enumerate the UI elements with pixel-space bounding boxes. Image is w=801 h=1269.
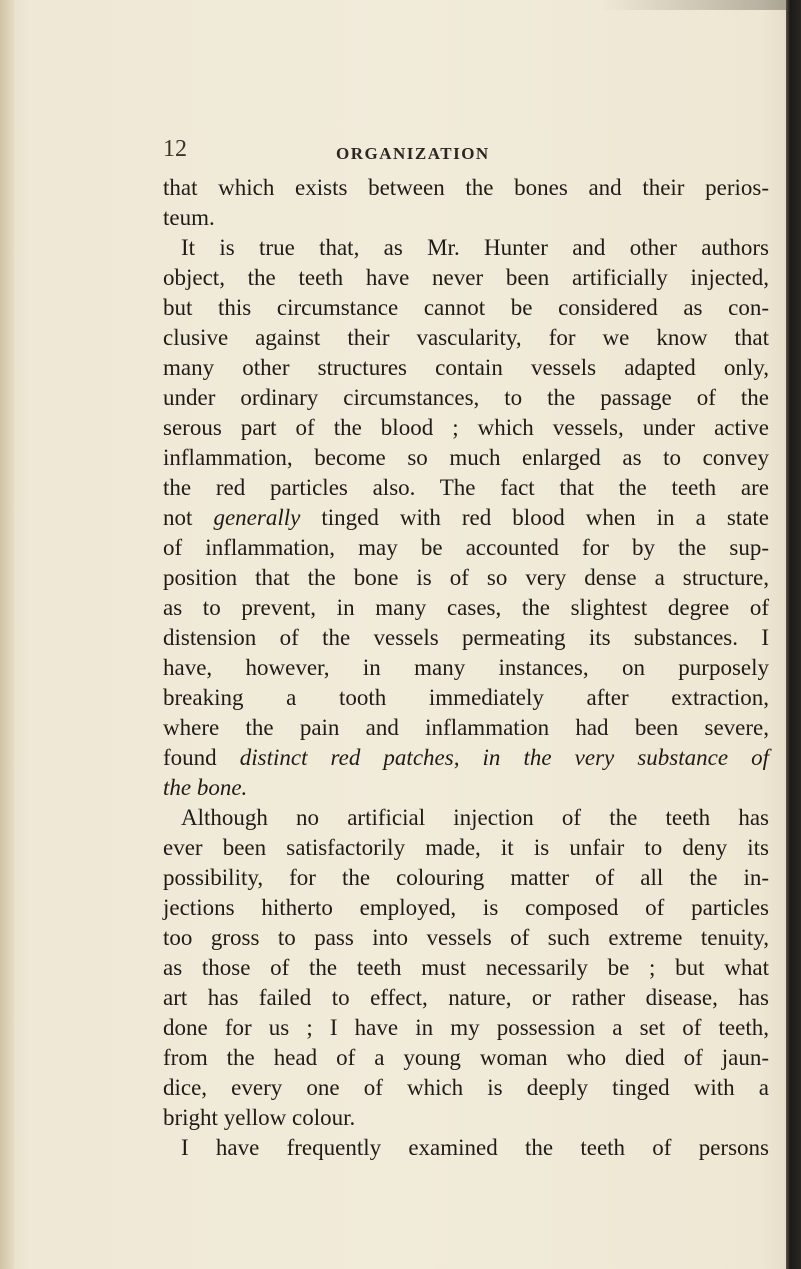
text-line: have, however, in many instances, on purposely [163, 655, 769, 680]
emphasis-text: distinct red patches, in the very substance of [239, 745, 769, 770]
emphasis-text: generally [213, 505, 301, 530]
text-line: It is true that, as Mr. Hunter and other authors [181, 235, 769, 260]
text-line: many other structures contain vessels adapted only, [163, 355, 769, 380]
page-edge-shadow [786, 0, 801, 1269]
text-line [163, 773, 769, 803]
text-line: ever been satisfactorily made, it is unfair to deny its [163, 835, 769, 860]
text-line: breaking a tooth immediately after extraction, [163, 685, 769, 710]
text-line: as to prevent, in many cases, the slightest degree of [163, 595, 769, 620]
text-span: not [163, 505, 214, 530]
text-line: as those of the teeth must necessarily be ; but what [163, 955, 769, 980]
text-line: done for us ; I have in my possession a set of teeth, [163, 1015, 769, 1040]
page-shadow [600, 0, 786, 10]
text-line: too gross to pass into vessels of such extreme tenuity, [163, 925, 769, 950]
page-number: 12 [163, 136, 187, 162]
text-line: distension of the vessels permeating its substances. I [163, 625, 769, 650]
text-line: of inflammation, may be accounted for by the sup- [163, 535, 769, 560]
text-line: bright yellow colour. [163, 1105, 356, 1130]
text-line: serous part of the blood ; which vessels, under active [163, 415, 769, 440]
text-line: from the head of a young woman who died of jaun- [163, 1045, 769, 1070]
text-span: tinged with red blood when in a state [300, 505, 770, 530]
text-line: I have frequently examined the teeth of persons [181, 1135, 769, 1160]
text-line: position that the bone is of so very dense a structure, [163, 565, 769, 590]
text-line: possibility, for the colouring matter of all the in- [163, 865, 769, 890]
text-line: teum. [163, 205, 215, 230]
text-line: clusive against their vascularity, for we know that [163, 325, 769, 350]
text-line: Although no artificial injection of the teeth has [181, 805, 769, 830]
page-gutter [0, 0, 14, 1269]
text-line: where the pain and inflammation had been severe, [163, 715, 769, 740]
text-line: jections hitherto employed, is composed of particles [163, 895, 769, 920]
text-line: dice, every one of which is deeply tinged with a [163, 1075, 769, 1100]
running-head: ORGANIZATION [336, 144, 490, 163]
text-line: that which exists between the bones and their perios- [163, 175, 769, 200]
text-line: but this circumstance cannot be considered as con- [163, 295, 769, 320]
text-line: the red particles also. The fact that the teeth are [163, 475, 769, 500]
body-text [163, 173, 769, 1163]
text-line [163, 503, 769, 533]
text-line: art has failed to effect, nature, or rather disease, has [163, 985, 769, 1010]
text-line: object, the teeth have never been artificially injected, [163, 265, 769, 290]
text-line: under ordinary circumstances, to the passage of the [163, 385, 769, 410]
text-line: inflammation, become so much enlarged as to convey [163, 445, 769, 470]
text-line [163, 743, 769, 773]
emphasis-text: the bone. [163, 775, 248, 800]
text-span: found [163, 745, 240, 770]
